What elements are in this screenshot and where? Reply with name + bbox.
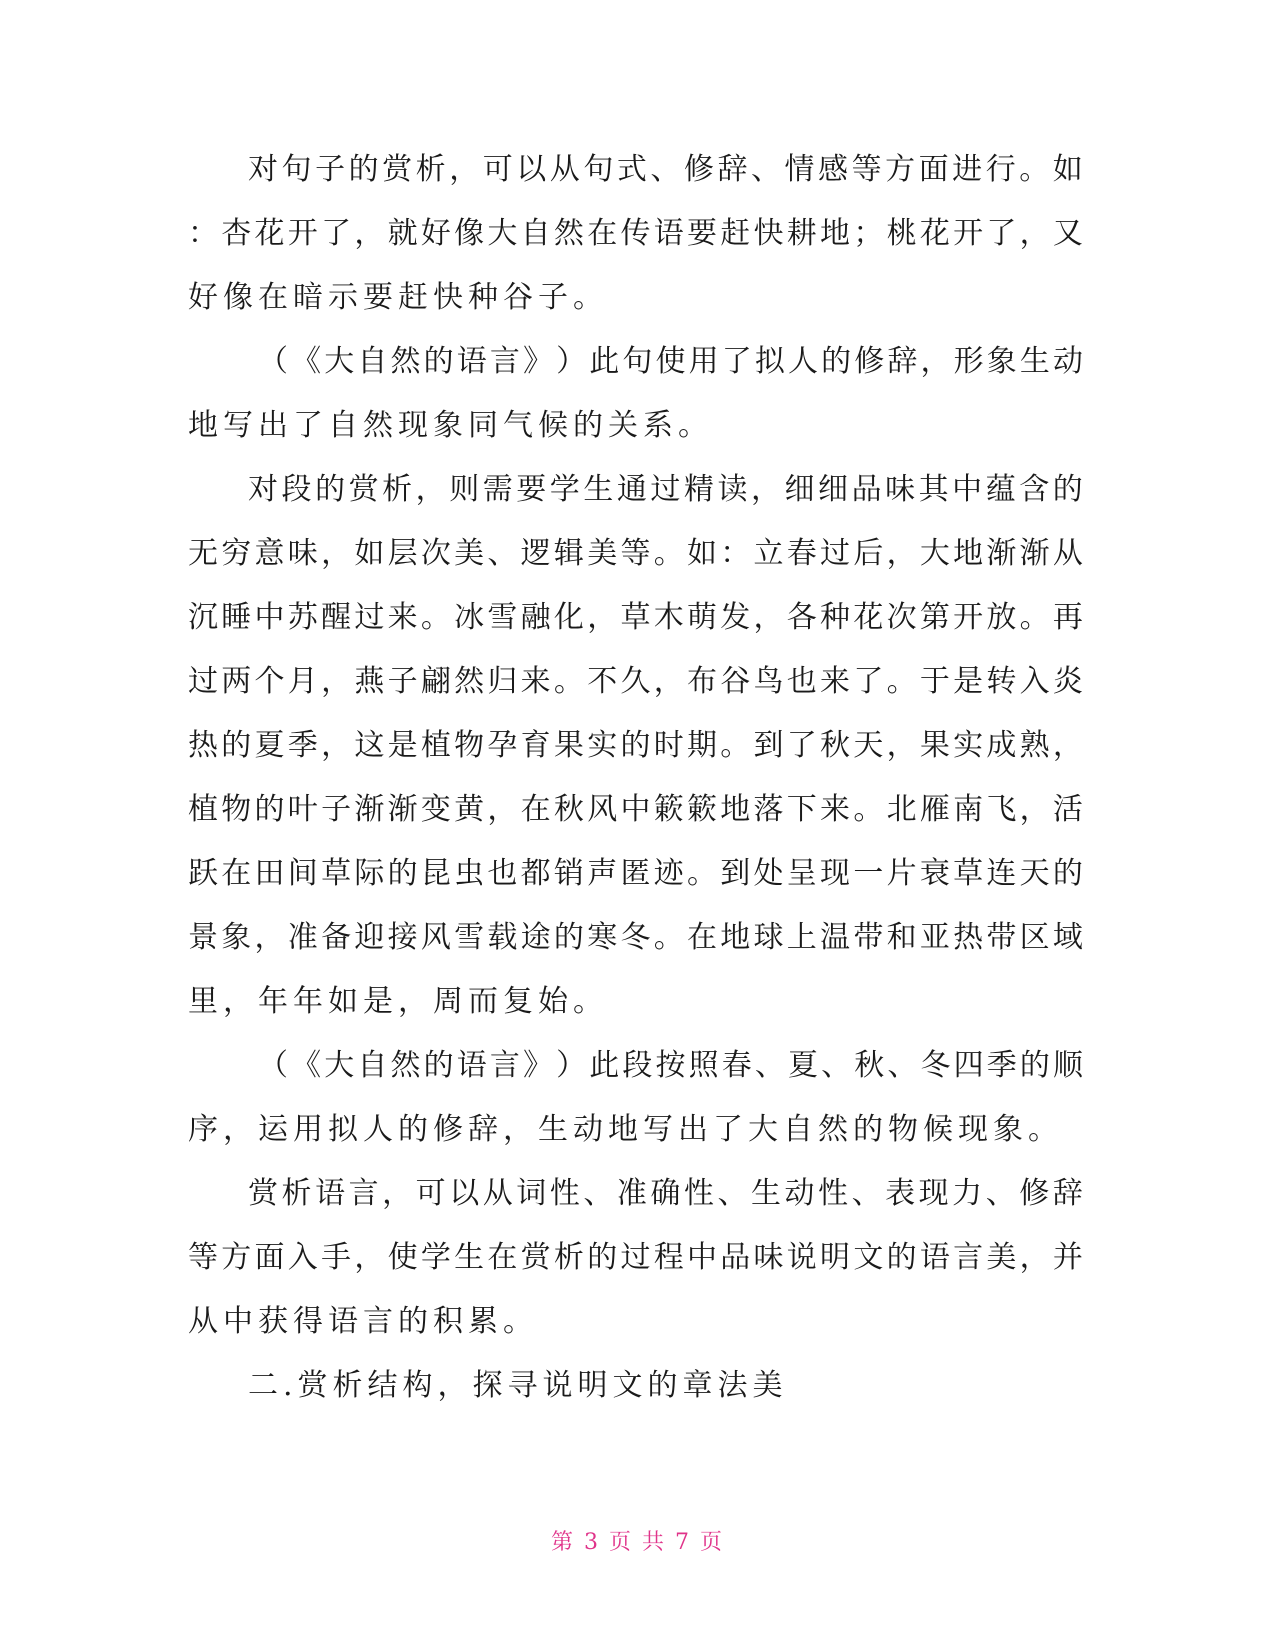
page-number-footer: 第 3 页 共 7 页 xyxy=(551,1530,724,1555)
paragraph xyxy=(188,458,1083,1034)
text-line: 好像在暗示要赶快种谷子。 xyxy=(188,280,608,315)
text-line: （ 《 大 自 然 的 语 言 》 ） 此 段 按 照 春 、 夏 、 秋 、 冬 四 季 的 顺 xyxy=(258,1048,1083,1083)
text-line: 等 方 面 入 手 ， 使 学 生 在 赏 析 的 过 程 中 品 味 说 明 文 的 语 言 美 ， 并 xyxy=(188,1240,1083,1275)
paragraph xyxy=(188,1354,1083,1418)
text-line: 无 穷 意 味 ， 如 层 次 美 、 逻 辑 美 等 。 如 ： 立 春 过 后 ， 大 地 渐 渐 从 xyxy=(188,536,1083,571)
text-line: 景 象 ， 准 备 迎 接 风 雪 载 途 的 寒 冬 。 在 地 球 上 温 带 和 亚 热 带 区 域 xyxy=(188,920,1083,955)
text-line: 沉 睡 中 苏 醒 过 来 。 冰 雪 融 化 ， 草 木 萌 发 ， 各 种 花 次 第 开 放 。 再 xyxy=(188,600,1083,635)
text-line: 地写出了自然现象同气候的关系。 xyxy=(188,408,713,443)
paragraph xyxy=(188,1034,1083,1162)
paragraph xyxy=(188,138,1083,330)
text-line: 序，运用拟人的修辞，生动地写出了大自然的物候现象。 xyxy=(188,1112,1063,1147)
paragraph xyxy=(188,330,1083,458)
text-line: 对 句 子 的 赏 析 ， 可 以 从 句 式 、 修 辞 、 情 感 等 方 面 进 行 。 如 xyxy=(248,152,1083,187)
text-line: 里，年年如是，周而复始。 xyxy=(188,984,608,1019)
document-body xyxy=(188,138,1083,1418)
text-line: 二.赏析结构，探寻说明文的章法美 xyxy=(248,1368,788,1403)
text-line: （ 《 大 自 然 的 语 言 》 ） 此 句 使 用 了 拟 人 的 修 辞 ， 形 象 生 动 xyxy=(258,344,1083,379)
text-line: 植 物 的 叶 子 渐 渐 变 黄 ， 在 秋 风 中 簌 簌 地 落 下 来 。 北 雁 南 飞 ， 活 xyxy=(188,792,1083,827)
text-line: 赏 析 语 言 ， 可 以 从 词 性 、 准 确 性 、 生 动 性 、 表 现 力 、 修 辞 xyxy=(248,1176,1083,1211)
paragraph xyxy=(188,1162,1083,1354)
text-line: 对 段 的 赏 析 ， 则 需 要 学 生 通 过 精 读 ， 细 细 品 味 其 中 蕴 含 的 xyxy=(248,472,1083,507)
text-line: 过 两 个 月 ， 燕 子 翩 然 归 来 。 不 久 ， 布 谷 鸟 也 来 了 。 于 是 转 入 炎 xyxy=(188,664,1083,699)
text-line: 热 的 夏 季 ， 这 是 植 物 孕 育 果 实 的 时 期 。 到 了 秋 天 ， 果 实 成 熟 ， xyxy=(188,728,1083,763)
text-line: ： 杏 花 开 了 ， 就 好 像 大 自 然 在 传 语 要 赶 快 耕 地 ； 桃 花 开 了 ， 又 xyxy=(188,216,1083,251)
text-line: 跃 在 田 间 草 际 的 昆 虫 也 都 销 声 匿 迹 。 到 处 呈 现 一 片 衰 草 连 天 的 xyxy=(188,856,1083,891)
text-line: 从中获得语言的积累。 xyxy=(188,1304,538,1339)
